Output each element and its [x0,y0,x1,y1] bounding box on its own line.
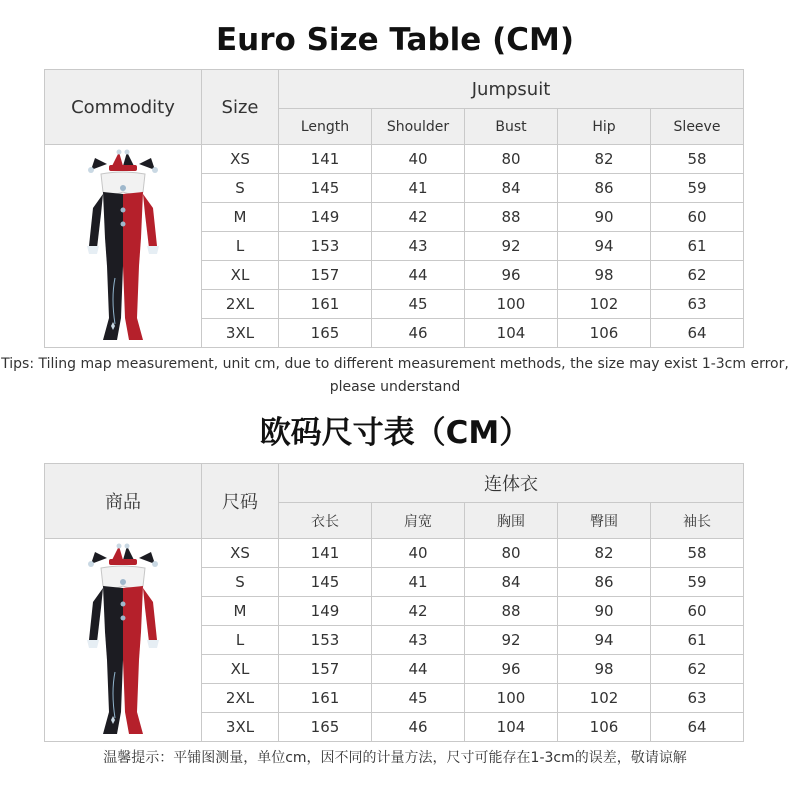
value-cell: 40 [372,539,465,568]
product-image-cell [45,539,202,742]
value-cell: 44 [372,655,465,684]
size-cell: M [202,597,279,626]
commodity-header: 商品 [45,464,202,539]
column-header: 肩宽 [372,503,465,539]
value-cell: 90 [558,597,651,626]
value-cell: 46 [372,713,465,742]
size-cell: L [202,232,279,261]
column-header: Shoulder [372,109,465,145]
size-cell: 3XL [202,713,279,742]
size-header: Size [202,70,279,145]
value-cell: 42 [372,203,465,232]
size-cell: S [202,174,279,203]
value-cell: 104 [465,319,558,348]
value-cell: 45 [372,290,465,319]
jumpsuit-header: 连体衣 [279,464,744,503]
value-cell: 88 [465,203,558,232]
value-cell: 145 [279,174,372,203]
value-cell: 80 [465,539,558,568]
value-cell: 40 [372,145,465,174]
value-cell: 86 [558,568,651,597]
value-cell: 106 [558,319,651,348]
value-cell: 42 [372,597,465,626]
column-header: 袖长 [651,503,744,539]
value-cell: 61 [651,232,744,261]
jumpsuit-header: Jumpsuit [279,70,744,109]
size-cell: 2XL [202,290,279,319]
value-cell: 41 [372,568,465,597]
value-cell: 84 [465,174,558,203]
value-cell: 153 [279,232,372,261]
value-cell: 86 [558,174,651,203]
tips-note-cn: 温馨提示：平铺图测量，单位cm，因不同的计量方法，尺寸可能存在1-3cm的误差，敬请谅解 [103,750,687,766]
value-cell: 141 [279,539,372,568]
tips-note-en: Tips: Tiling map measurement, unit cm, due to different measurement methods, the size may exist 1-3cm error, please understand [1,356,789,395]
value-cell: 98 [558,655,651,684]
value-cell: 96 [465,655,558,684]
jester-costume-image [81,148,165,344]
value-cell: 96 [465,261,558,290]
value-cell: 58 [651,539,744,568]
value-cell: 102 [558,684,651,713]
value-cell: 94 [558,232,651,261]
value-cell: 90 [558,203,651,232]
column-header: Sleeve [651,109,744,145]
value-cell: 60 [651,203,744,232]
value-cell: 60 [651,597,744,626]
value-cell: 63 [651,290,744,319]
product-image-cell [45,145,202,348]
value-cell: 141 [279,145,372,174]
value-cell: 100 [465,290,558,319]
value-cell: 157 [279,655,372,684]
size-header: 尺码 [202,464,279,539]
value-cell: 161 [279,290,372,319]
size-cell: M [202,203,279,232]
value-cell: 149 [279,203,372,232]
value-cell: 157 [279,261,372,290]
value-cell: 88 [465,597,558,626]
size-cell: XL [202,655,279,684]
value-cell: 82 [558,145,651,174]
value-cell: 84 [465,568,558,597]
value-cell: 98 [558,261,651,290]
table-row [45,539,744,568]
size-cell: L [202,626,279,655]
page-title-cn: 欧码尺寸表（CM） [259,415,531,451]
column-header: Length [279,109,372,145]
size-cell: S [202,568,279,597]
value-cell: 104 [465,713,558,742]
value-cell: 153 [279,626,372,655]
value-cell: 64 [651,319,744,348]
value-cell: 63 [651,684,744,713]
value-cell: 59 [651,568,744,597]
size-table-en [44,69,744,348]
value-cell: 62 [651,261,744,290]
value-cell: 59 [651,174,744,203]
column-header: Hip [558,109,651,145]
value-cell: 41 [372,174,465,203]
value-cell: 58 [651,145,744,174]
column-header: 胸围 [465,503,558,539]
value-cell: 165 [279,713,372,742]
column-header: Bust [465,109,558,145]
value-cell: 92 [465,232,558,261]
value-cell: 106 [558,713,651,742]
value-cell: 46 [372,319,465,348]
value-cell: 94 [558,626,651,655]
size-table-cn [44,463,744,742]
value-cell: 145 [279,568,372,597]
column-header: 衣长 [279,503,372,539]
size-cell: 2XL [202,684,279,713]
value-cell: 92 [465,626,558,655]
value-cell: 165 [279,319,372,348]
size-cell: XL [202,261,279,290]
page-title-en: Euro Size Table (CM) [215,22,575,58]
value-cell: 149 [279,597,372,626]
value-cell: 45 [372,684,465,713]
commodity-header: Commodity [45,70,202,145]
value-cell: 80 [465,145,558,174]
value-cell: 62 [651,655,744,684]
value-cell: 61 [651,626,744,655]
size-cell: XS [202,539,279,568]
value-cell: 102 [558,290,651,319]
jester-costume-image [81,542,165,738]
value-cell: 43 [372,232,465,261]
value-cell: 100 [465,684,558,713]
size-cell: 3XL [202,319,279,348]
column-header: 臀围 [558,503,651,539]
size-cell: XS [202,145,279,174]
value-cell: 44 [372,261,465,290]
value-cell: 82 [558,539,651,568]
table-row [45,145,744,174]
value-cell: 161 [279,684,372,713]
value-cell: 43 [372,626,465,655]
value-cell: 64 [651,713,744,742]
